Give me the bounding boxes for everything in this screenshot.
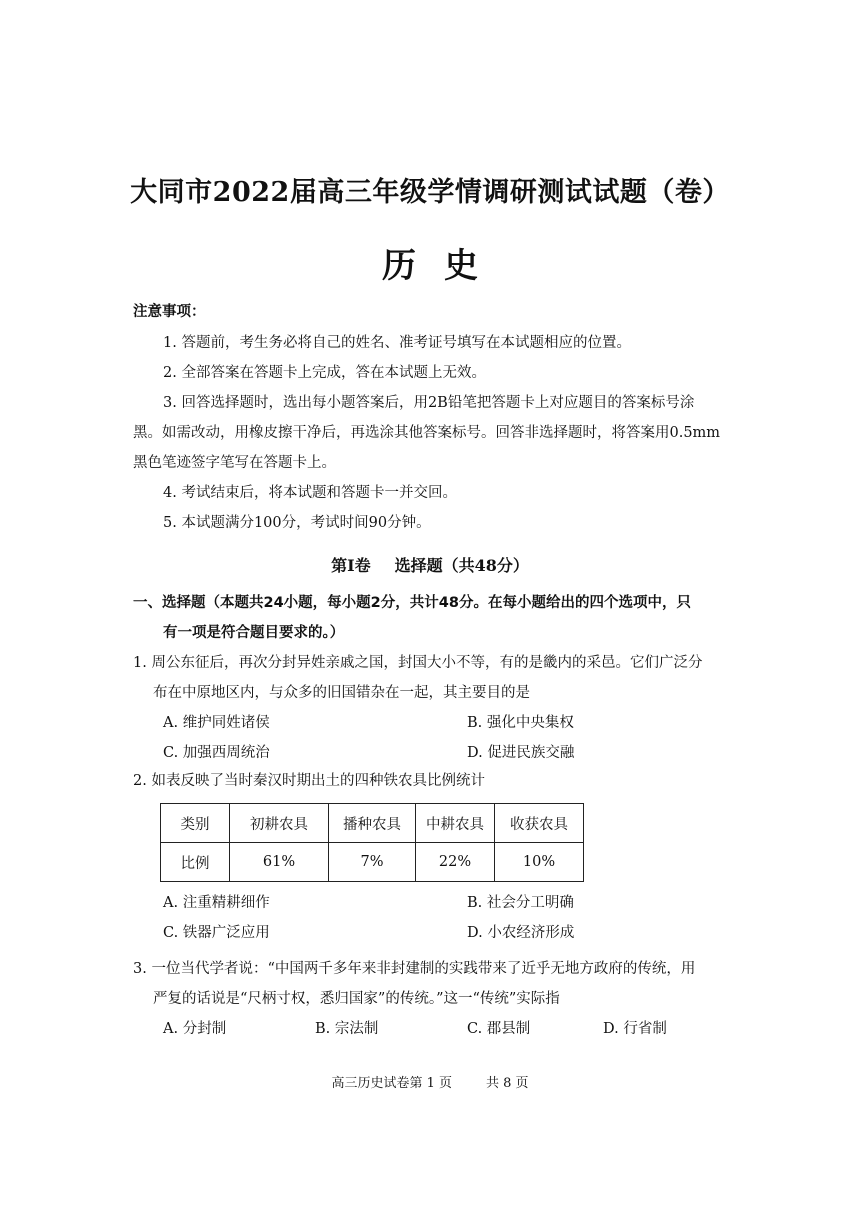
note-item: 1. 答题前，考生务必将自己的姓名、准考证号填写在本试题相应的位置。 [163, 335, 631, 351]
section-heading [0, 553, 860, 576]
note-item: 2. 全部答案在答题卡上完成，答在本试题上无效。 [163, 365, 486, 381]
subject-title: 历史 [382, 246, 506, 286]
table-cell: 61% [230, 843, 329, 882]
table-cell: 比例 [161, 843, 230, 882]
table-header-row [161, 804, 584, 843]
note-item: 4. 考试结束后，将本试题和答题卡一并交回。 [163, 485, 457, 501]
option-d: D. 小农经济形成 [467, 925, 575, 941]
option-row [133, 708, 733, 738]
question-text: 1. 周公东征后，再次分封异姓亲戚之国，封国大小不等，有的是畿内的采邑。它们广泛分 [133, 655, 703, 671]
table-cell: 22% [416, 843, 495, 882]
option-d: D. 促进民族交融 [467, 745, 575, 761]
table-row [161, 843, 584, 882]
option-row [133, 738, 733, 768]
question-text: 布在中原地区内，与众多的旧国错杂在一起，其主要目的是 [153, 685, 530, 701]
question-2 [133, 766, 733, 796]
page-total: 共 8 页 [486, 1076, 529, 1091]
notes-list [133, 328, 733, 538]
table-header-cell: 中耕农具 [416, 804, 495, 843]
option-a: A. 注重精耕细作 [163, 895, 270, 911]
table-header-cell: 收获农具 [495, 804, 584, 843]
note-item: 5. 本试题满分100分，考试时间90分钟。 [163, 515, 431, 531]
instructions-line: 有一项是符合题目要求的。） [163, 625, 345, 641]
question-text: 严复的话说是“尺柄寸权，悉归国家”的传统。”这一“传统”实际指 [153, 991, 560, 1007]
note-item-continuation: 黑色笔迹签字笔写在答题卡上。 [133, 455, 336, 471]
option-d: D. 行省制 [603, 1021, 667, 1037]
option-b: B. 强化中央集权 [467, 715, 574, 731]
page-footer [0, 1072, 860, 1091]
question-2-options [133, 888, 733, 948]
option-c: C. 郡县制 [467, 1021, 531, 1037]
section-name: 选择题（共48分） [394, 556, 529, 575]
option-c: C. 铁器广泛应用 [163, 925, 270, 941]
question-text: 3. 一位当代学者说：“中国两千多年来非封建制的实践带来了近乎无地方政府的传统，用 [133, 961, 696, 977]
option-a: A. 维护同姓诸侯 [163, 715, 270, 731]
option-a: A. 分封制 [163, 1021, 227, 1037]
note-item: 3. 回答选择题时，选出每小题答案后，用2B铅笔把答题卡上对应题目的答案标号涂 [163, 395, 695, 411]
ratio-table [160, 803, 584, 882]
table-header-cell: 初耕农具 [230, 804, 329, 843]
option-row [133, 888, 733, 918]
exam-title: 大同市2022届高三年级学情调研测试试题（卷） [130, 177, 730, 208]
option-row [133, 1014, 733, 1044]
section-instructions [133, 588, 733, 648]
table-cell: 7% [329, 843, 416, 882]
note-item-continuation: 黑。如需改动，用橡皮擦干净后，再选涂其他答案标号。回答非选择题时，将答案用0.5mm [133, 425, 721, 441]
notes-heading: 注意事项： [133, 304, 206, 320]
option-row [133, 918, 733, 948]
question-3 [133, 954, 733, 1044]
question-text: 2. 如表反映了当时秦汉时期出土的四种铁农具比例统计 [133, 773, 485, 789]
option-b: B. 社会分工明确 [467, 895, 574, 911]
table-cell: 10% [495, 843, 584, 882]
section-part: 第Ⅰ卷 [331, 556, 371, 575]
page-number: 高三历史试卷第 1 页 [331, 1076, 452, 1091]
question-1 [133, 648, 733, 768]
option-c: C. 加强西周统治 [163, 745, 270, 761]
option-b: B. 宗法制 [315, 1021, 379, 1037]
instructions-line: 一、选择题（本题共24小题，每小题2分，共计48分。在每小题给出的四个选项中，只 [133, 595, 691, 611]
table-header-cell: 类别 [161, 804, 230, 843]
table-header-cell: 播种农具 [329, 804, 416, 843]
